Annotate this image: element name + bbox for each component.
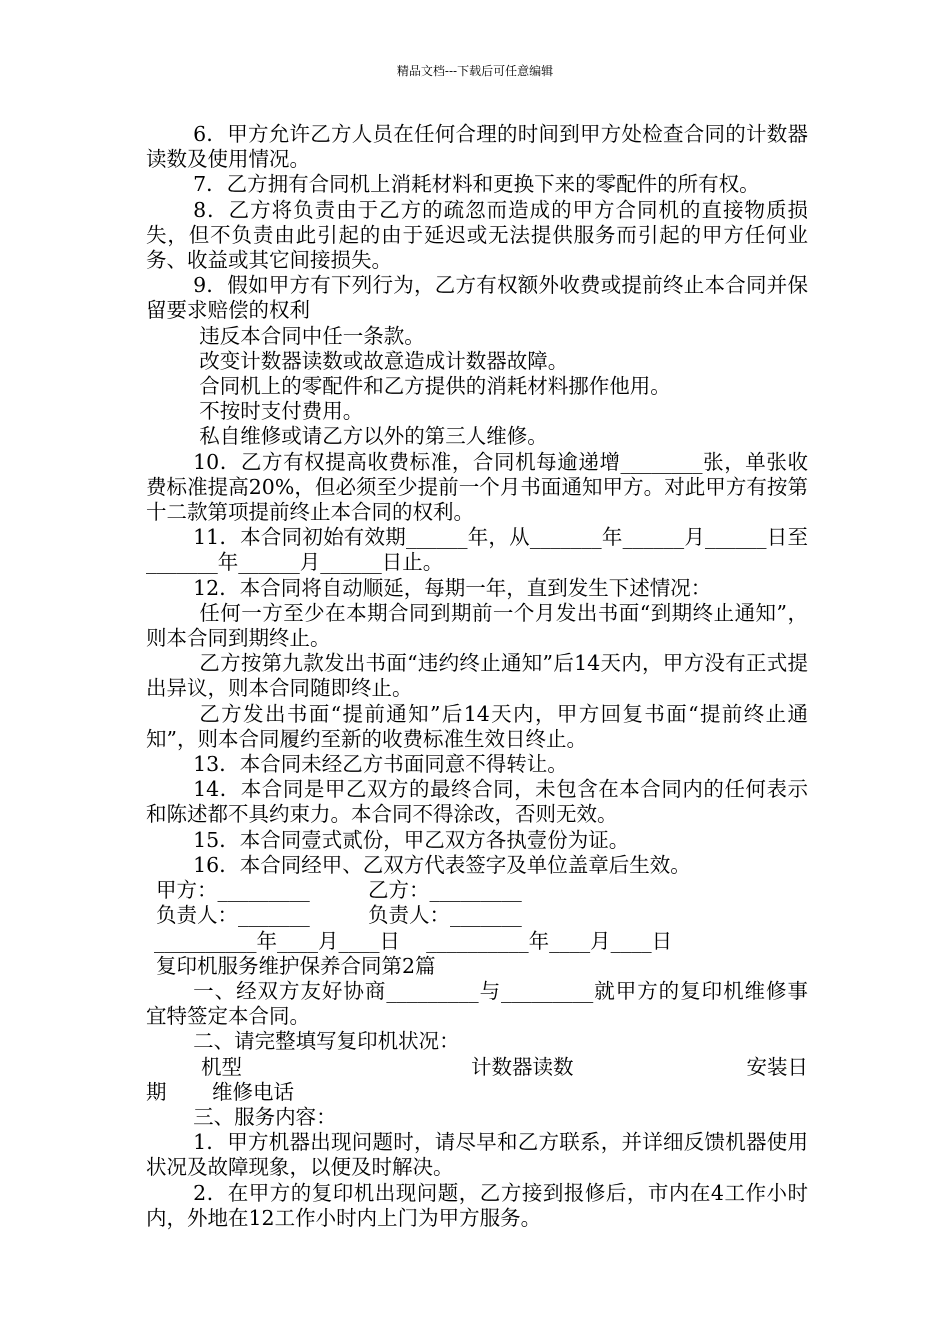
section-2-item-1: 一、经双方友好协商_________与_________就甲方的复印机维修事宜特签定本合同。 <box>146 978 808 1029</box>
clause-12-item-c: 乙方发出书面“提前通知”后14天内，甲方回复书面“提前终止通知”，则本合同履约至新的收费标准生效日终止。 <box>146 701 808 751</box>
clause-15: 15．本合同壹式贰份，甲乙双方各执壹份为证。 <box>193 827 630 852</box>
copier-status-header-cont <box>146 1080 808 1105</box>
service-item-1: 1．甲方机器出现问题时，请尽早和乙方联系，并详细反馈机器使用状况及故障现象，以便及时解决。 <box>146 1130 808 1180</box>
clause-16: 16．本合同经甲、乙双方代表签字及单位盖章后生效。 <box>193 852 691 877</box>
clause-12-item-a: 任何一方至少在本期合同到期前一个月发出书面“到期终止通知”，则本合同到期终止。 <box>146 600 808 651</box>
clause-6: 6．甲方允许乙方人员在任何合理的时间到甲方处检查合同的计数器读数及使用情况。 <box>146 122 808 172</box>
section-2-title: 复印机服务维护保养合同第2篇 <box>156 953 436 978</box>
col-model: 机型 <box>201 1054 242 1079</box>
clause-8: 8．乙方将负责由于乙方的疏忽而造成的甲方合同机的直接物质损失，但不负责由此引起的由于延迟或无法提供服务而引起的甲方任何业务、收益或其它间接损失。 <box>146 197 808 273</box>
section-2-item-3: 三、服务内容： <box>193 1104 337 1129</box>
clause-12: 12．本合同将自动顺延，每期一年，直到发生下述情况： <box>193 575 712 600</box>
page-header: 精品文档---下载后可任意编辑 <box>396 64 554 78</box>
clause-14: 14．本合同是甲乙双方的最终合同，未包含在本合同内的任何表示和陈述都不具约束力。本合同不得涂改，否则无效。 <box>146 777 808 827</box>
signature-date-row: __________年____月____日 __________年____月____日 <box>154 928 673 953</box>
clause-9: 9．假如甲方有下列行为，乙方有权额外收费或提前终止本合同并保留要求赔偿的权利 <box>146 273 808 323</box>
signature-party-row <box>146 878 808 903</box>
clause-11: 11．本合同初始有效期______年，从_______年______月______日至_______年______月______日止。 <box>146 525 808 575</box>
clause-9-item-c: 合同机上的零配件和乙方提供的消耗材料挪作他用。 <box>199 374 671 399</box>
responsible-b-field: 负责人：_______ <box>368 903 522 928</box>
clause-7: 7．乙方拥有合同机上消耗材料和更换下来的零配件的所有权。 <box>193 172 760 197</box>
document-body <box>146 122 808 1231</box>
party-b-field: 乙方：_________ <box>368 878 522 903</box>
copier-status-header <box>146 1055 808 1080</box>
signature-responsible-row <box>146 903 808 928</box>
service-item-2: 2．在甲方的复印机出现问题，乙方接到报修后，市内在4工作小时内，外地在12工作小时内上门为甲方服务。 <box>146 1180 808 1230</box>
clause-10: 10．乙方有权提高收费标准，合同机每逾递增________张，单张收费标准提高20%，但必须至少提前一个月书面通知甲方。对此甲方有按第十二款第项提前终止本合同的权利。 <box>146 449 808 525</box>
clause-9-item-e: 私自维修或请乙方以外的第三人维修。 <box>199 424 548 449</box>
col-install-date: 安装日 <box>746 1054 808 1079</box>
clause-9-item-d: 不按时支付费用。 <box>199 399 364 424</box>
clause-9-item-b: 改变计数器读数或故意造成计数器故障。 <box>199 348 569 373</box>
clause-12-item-b: 乙方按第九款发出书面“违约终止通知”后14天内，甲方没有正式提出异议，则本合同随即终止。 <box>146 651 808 701</box>
col-install-date-cont: 期 <box>146 1079 167 1104</box>
responsible-a-field: 负责人：_______ <box>156 903 310 928</box>
clause-13: 13．本合同未经乙方书面同意不得转让。 <box>193 752 568 777</box>
col-counter: 计数器读数 <box>471 1054 574 1079</box>
col-repair-phone: 维修电话 <box>212 1079 294 1104</box>
section-2-item-2: 二、请完整填写复印机状况： <box>193 1029 460 1054</box>
party-a-field: 甲方：_________ <box>156 878 310 903</box>
clause-9-item-a: 违反本合同中任一条款。 <box>199 323 425 348</box>
